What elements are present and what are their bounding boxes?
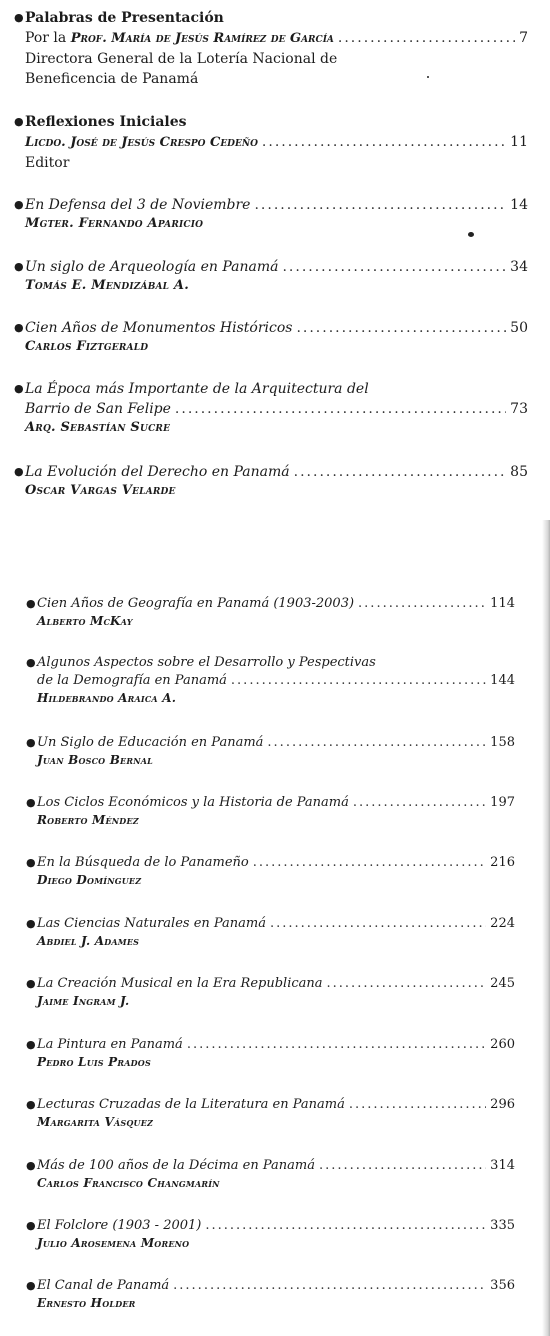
- entry-title-line1: La Época más Importante de la Arquitectura del: [25, 381, 369, 397]
- leader-dots: [267, 734, 486, 752]
- entry-author: Pedro Luis Prados: [37, 1055, 151, 1069]
- entry-page-number: 296: [490, 1097, 515, 1112]
- entry-page-number: 158: [490, 735, 515, 750]
- toc-entry: [26, 1036, 515, 1070]
- toc-entry: [26, 975, 515, 1009]
- bullet-icon: ●: [14, 198, 24, 211]
- toc-entry: [26, 1217, 515, 1251]
- bullet-icon: ●: [26, 1098, 36, 1111]
- bullet-icon: ●: [26, 736, 36, 749]
- entry-title-row: [25, 257, 528, 277]
- entry-author: Carlos Fiztgerald: [25, 339, 149, 354]
- entry-author: Margarita Vásquez: [37, 1115, 154, 1129]
- entry-title-row: [37, 915, 515, 933]
- bullet-icon: ●: [26, 597, 36, 610]
- entry-author: Tomás E. Mendizábal A.: [25, 278, 189, 293]
- entry-page-number: 11: [510, 134, 528, 150]
- entry-author: Juan Bosco Bernal: [37, 753, 153, 767]
- entry-page-number: 356: [490, 1278, 515, 1293]
- entry-title-row: [25, 379, 528, 399]
- toc-entry: [26, 915, 515, 949]
- toc-entry-presentacion: [14, 8, 528, 89]
- entry-page-number: 73: [510, 401, 528, 417]
- entry-page-number: 34: [510, 259, 528, 275]
- entry-page-number: 114: [490, 596, 515, 611]
- entry-author: Julio Arosemena Moreno: [37, 1236, 190, 1250]
- entry-author-row: [25, 132, 528, 153]
- entry-title-row: [25, 318, 528, 338]
- bullet-icon: ●: [14, 465, 24, 478]
- entry-title-row: [25, 399, 528, 419]
- entry-title: Lecturas Cruzadas de la Literatura en Panamá: [37, 1097, 345, 1112]
- entry-author: Mgter. Fernando Aparicio: [25, 216, 204, 231]
- toc-section-bottom: [0, 520, 550, 1336]
- entry-page-number: 335: [490, 1218, 515, 1233]
- bullet-icon: ●: [26, 656, 36, 669]
- entry-title-row: [37, 1217, 515, 1235]
- entry-author: Carlos Francisco Changmarín: [37, 1176, 220, 1190]
- toc-entry-reflexiones: [14, 112, 528, 173]
- entry-title: La Pintura en Panamá: [37, 1037, 183, 1052]
- entry-role-line: [25, 153, 528, 173]
- leader-dots: [358, 595, 486, 613]
- bullet-icon: ●: [14, 321, 24, 334]
- entry-author: Alberto McKay: [37, 614, 133, 628]
- entry-description: Beneficencia de Panamá: [25, 71, 199, 87]
- bullet-icon: ●: [26, 977, 36, 990]
- entry-title: Más de 100 años de la Décima en Panamá: [37, 1158, 315, 1173]
- toc-entry: [14, 257, 528, 294]
- leader-dots: [254, 195, 506, 215]
- entry-title-row: [37, 734, 515, 752]
- entry-title: Un siglo de Arqueología en Panamá: [25, 259, 279, 275]
- entry-title: En Defensa del 3 de Noviembre: [25, 197, 251, 213]
- leader-dots: [231, 672, 486, 690]
- entry-title: Reflexiones Iniciales: [25, 114, 187, 130]
- entry-page-number: 7: [519, 30, 528, 46]
- entry-page-number: 50: [510, 320, 528, 336]
- leader-dots: [296, 318, 506, 338]
- entry-title-row: [25, 462, 528, 482]
- toc-entry: [26, 1277, 515, 1311]
- entry-role: Editor: [25, 155, 70, 171]
- entry-title-line2: de la Demografía en Panamá: [37, 673, 227, 688]
- entry-page-number: 314: [490, 1158, 515, 1173]
- bullet-icon: ●: [14, 115, 24, 128]
- entry-title: El Canal de Panamá: [37, 1278, 170, 1293]
- entry-title: Las Ciencias Naturales en Panamá: [37, 916, 267, 931]
- entry-page-number: 245: [490, 976, 515, 991]
- entry-description-line: [25, 49, 528, 69]
- entry-title-line2: Barrio de San Felipe: [25, 401, 171, 417]
- entry-page-number: 14: [510, 197, 528, 213]
- entry-description-line: [25, 69, 528, 89]
- entry-title-row: [37, 794, 515, 812]
- toc-entry: [26, 654, 515, 706]
- toc-entry: [26, 794, 515, 828]
- leader-dots: [187, 1036, 486, 1054]
- toc-section-top: [0, 0, 550, 520]
- leader-dots: [353, 794, 486, 812]
- scan-speck: [427, 76, 429, 78]
- entry-title-row: [37, 672, 515, 690]
- toc-entry: [14, 195, 528, 232]
- entry-page-number: 197: [490, 795, 515, 810]
- entry-title-row: [37, 975, 515, 993]
- bullet-icon: ●: [14, 11, 24, 24]
- entry-title: El Folclore (1903 - 2001): [37, 1218, 202, 1233]
- entry-author: Diego Domínguez: [37, 873, 142, 887]
- leader-dots: [205, 1217, 486, 1235]
- entry-author: Oscar Vargas Velarde: [25, 483, 176, 498]
- leader-dots: [175, 399, 506, 419]
- leader-dots: [319, 1157, 486, 1175]
- entry-title: Palabras de Presentación: [25, 10, 224, 26]
- entry-author: Ernesto Holder: [37, 1296, 136, 1310]
- toc-entry: [26, 734, 515, 768]
- entry-title-row: [37, 854, 515, 872]
- bullet-icon: ●: [26, 856, 36, 869]
- entry-title-row: [37, 1036, 515, 1054]
- entry-page-number: 224: [490, 916, 515, 931]
- bullet-icon: ●: [14, 382, 24, 395]
- leader-dots: [294, 462, 507, 482]
- bullet-icon: ●: [26, 1279, 36, 1292]
- entry-description: Directora General de la Lotería Nacional de: [25, 51, 338, 67]
- entry-title-row: [25, 8, 528, 28]
- entry-title: Un Siglo de Educación en Panamá: [37, 735, 264, 750]
- entry-page-number: 260: [490, 1037, 515, 1052]
- entry-page-number: 85: [510, 464, 528, 480]
- entry-author-prefix: Por la: [25, 30, 71, 46]
- entry-title-row: [37, 654, 515, 672]
- leader-dots: [327, 975, 487, 993]
- entry-author: Arq. Sebastían Sucre: [25, 420, 171, 435]
- entry-page-number: 144: [490, 673, 515, 688]
- leader-dots: [253, 854, 486, 872]
- bullet-icon: ●: [26, 917, 36, 930]
- entry-author: Hildebrando Araica A.: [37, 691, 177, 705]
- entry-author: Jaime Ingram J.: [37, 994, 130, 1008]
- entry-author: Abdiel J. Adames: [37, 934, 140, 948]
- entry-author-row: [25, 28, 528, 49]
- entry-title-line1: Algunos Aspectos sobre el Desarrollo y Pespectivas: [37, 655, 376, 670]
- toc-entry: [26, 1157, 515, 1191]
- entry-title: En la Búsqueda de lo Panameño: [37, 855, 249, 870]
- entry-title: Cien Años de Monumentos Históricos: [25, 320, 293, 336]
- entry-title-row: [37, 1096, 515, 1114]
- toc-entry: [26, 595, 515, 629]
- entry-author: Prof. María de Jesús Ramírez de García: [70, 31, 334, 46]
- entry-title-row: [37, 595, 515, 613]
- leader-dots: [338, 28, 515, 48]
- entry-title-row: [25, 112, 528, 132]
- toc-entry: [14, 462, 528, 499]
- entry-author: Licdo. José de Jesús Crespo Cedeño: [25, 135, 258, 150]
- leader-dots: [270, 915, 486, 933]
- bullet-icon: ●: [26, 1219, 36, 1232]
- entry-page-number: 216: [490, 855, 515, 870]
- leader-dots: [173, 1277, 486, 1295]
- page-edge-shadow: [542, 520, 550, 1336]
- entry-title-row: [25, 195, 528, 215]
- entry-title: La Evolución del Derecho en Panamá: [25, 464, 290, 480]
- leader-dots: [262, 132, 506, 152]
- entry-author: Roberto Méndez: [37, 813, 139, 827]
- toc-entry: [26, 854, 515, 888]
- entry-title: Cien Años de Geografía en Panamá (1903-2003): [37, 596, 355, 611]
- leader-dots: [349, 1096, 486, 1114]
- entry-title-row: [37, 1277, 515, 1295]
- entry-title: Los Ciclos Económicos y la Historia de Panamá: [37, 795, 349, 810]
- toc-entry: [14, 318, 528, 355]
- toc-entry: [26, 1096, 515, 1130]
- entry-title-row: [37, 1157, 515, 1175]
- bullet-icon: ●: [14, 260, 24, 273]
- leader-dots: [282, 257, 506, 277]
- bullet-icon: ●: [26, 1038, 36, 1051]
- toc-entry: [14, 379, 528, 436]
- bullet-icon: ●: [26, 1159, 36, 1172]
- entry-title: La Creación Musical en la Era Republicana: [37, 976, 323, 991]
- scan-speck: [468, 232, 474, 237]
- bullet-icon: ●: [26, 796, 36, 809]
